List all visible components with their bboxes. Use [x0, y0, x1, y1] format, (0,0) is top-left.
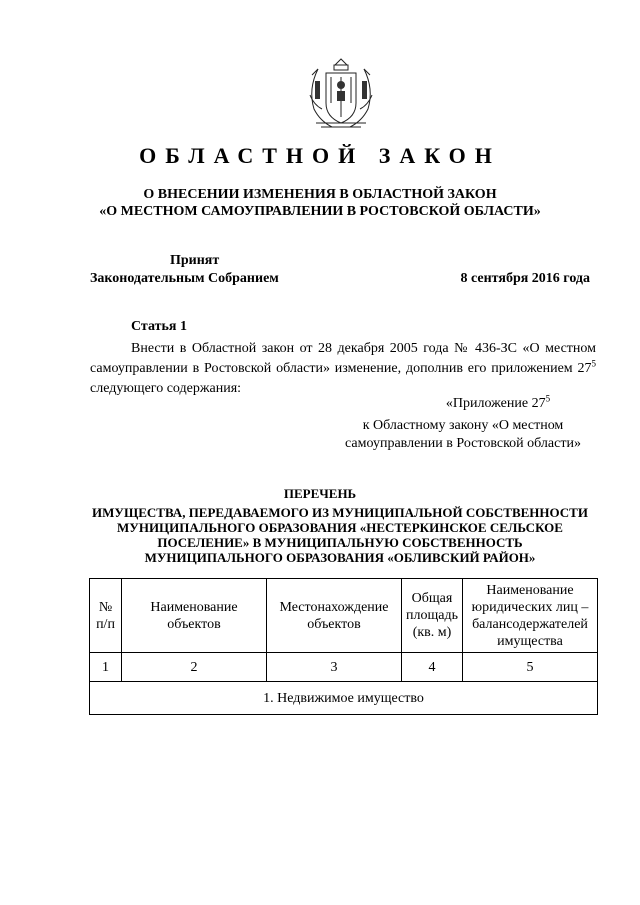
header-cell-location: Местонахождение объектов [267, 579, 402, 653]
list-heading: ПЕРЕЧЕНЬ [283, 486, 357, 501]
article-heading: Статья 1 [131, 319, 187, 334]
table-header-row [90, 579, 598, 653]
annex-line-1-superscript: 5 [545, 393, 551, 404]
annex-reference [330, 395, 596, 453]
table-column-numbers-row [90, 653, 598, 682]
column-number-cell: 3 [267, 653, 402, 682]
column-number-cell: 1 [90, 653, 122, 682]
list-subtitle-line-3: ПОСЕЛЕНИЕ» В МУНИЦИПАЛЬНУЮ СОБСТВЕННОСТЬ [157, 535, 523, 550]
subtitle-line-2: «О МЕСТНОМ САМОУПРАВЛЕНИИ В РОСТОВСКОЙ ОБЛАСТИ» [99, 204, 541, 219]
list-subtitle [70, 505, 610, 565]
header-cell-area: Общая площадь (кв. м) [402, 579, 463, 653]
list-subtitle-line-1: ИМУЩЕСТВА, ПЕРЕДАВАЕМОГО ИЗ МУНИЦИПАЛЬНОЙ СОБСТВЕННОСТИ [92, 505, 588, 520]
adoption-block [90, 252, 590, 288]
subtitle-line-1: О ВНЕСЕНИИ ИЗМЕНЕНИЯ В ОБЛАСТНОЙ ЗАКОН [143, 187, 497, 202]
column-number-cell: 2 [122, 653, 267, 682]
annex-line-1: «Приложение 27 [445, 396, 546, 411]
section-title-cell: 1. Недвижимое имущество [90, 682, 598, 715]
header-cell-object-name: Наименование объектов [122, 579, 267, 653]
article-text-part-1: Внести в Областной закон от 28 декабря 2005 года № 436-ЗС «О местном самоуправлении в Ростовской области» изменение, дополнив его приложением 27 [90, 341, 596, 376]
column-number-cell: 4 [402, 653, 463, 682]
annex-line-2: к Областному закону «О местном [362, 418, 564, 433]
article-text-part-2: следующего содержания: [90, 381, 242, 396]
table-section-row [90, 682, 598, 715]
header-cell-number: № п/п [90, 579, 122, 653]
coat-of-arms-icon [296, 55, 386, 133]
adopted-label: Принят [170, 253, 220, 268]
adopted-by: Законодательным Собранием [90, 271, 279, 286]
document-title: ОБЛАСТНОЙ ЗАКОН [139, 143, 501, 168]
header-cell-balance-holder: Наименование юридических лиц – балансодержателей имущества [463, 579, 598, 653]
list-subtitle-line-4: МУНИЦИПАЛЬНОГО ОБРАЗОВАНИЯ «ОБЛИВСКИЙ РАЙОН» [144, 550, 536, 565]
document-subtitle [60, 186, 580, 220]
article-body [90, 339, 596, 399]
annex-line-3: самоуправлении в Ростовской области» [345, 436, 581, 451]
adopted-date: 8 сентября 2016 года [460, 271, 590, 286]
article-text-superscript: 5 [591, 358, 596, 369]
column-number-cell: 5 [463, 653, 598, 682]
property-table [89, 578, 598, 715]
list-subtitle-line-2: МУНИЦИПАЛЬНОГО ОБРАЗОВАНИЯ «НЕСТЕРКИНСКОЕ СЕЛЬСКОЕ [117, 520, 563, 535]
